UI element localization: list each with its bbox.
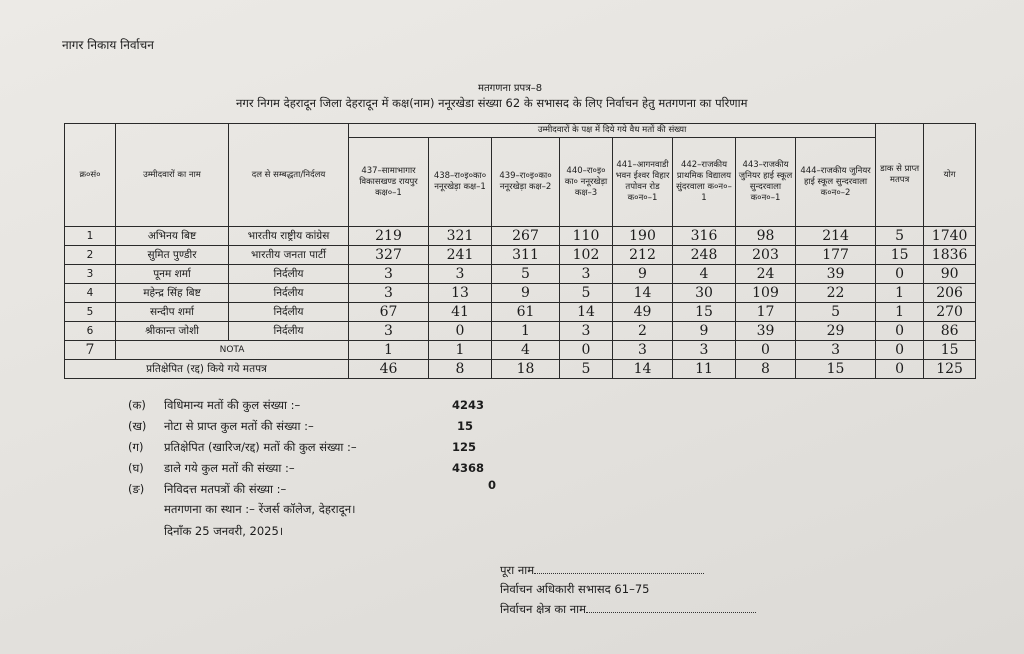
- vote-cell: 5: [492, 265, 560, 284]
- vote-cell: 15: [673, 303, 736, 322]
- vote-cell: 1: [429, 341, 492, 360]
- vote-cell: 241: [429, 246, 492, 265]
- summary-key: (ग): [128, 440, 144, 454]
- vote-cell: 9: [492, 284, 560, 303]
- vote-cell: 267: [492, 227, 560, 246]
- rejected-label-cell: प्रतिक्षेपित (रद्द) किये गये मतपत्र: [65, 360, 349, 379]
- vote-cell: 5: [560, 284, 613, 303]
- vote-cell: 18: [492, 360, 560, 379]
- table-row: [65, 284, 976, 303]
- header-booth: 440–रा०इ० का० ननूरखेड़ा कक्ष–3: [560, 138, 613, 227]
- vote-cell: 11: [673, 360, 736, 379]
- postal-cell: 0: [876, 341, 924, 360]
- vote-cell: 3: [560, 265, 613, 284]
- vote-cell: 1: [349, 341, 429, 360]
- summary-key: (ख): [128, 419, 147, 433]
- vote-cell: 177: [796, 246, 876, 265]
- vote-cell: 3: [560, 322, 613, 341]
- form-number: मतगणना प्रपत्र–8: [478, 83, 543, 94]
- summary-text: नोटा से प्राप्त कुल मतों की संख्या :–: [164, 419, 314, 433]
- candidate-name-cell: सन्दीप शर्मा: [116, 303, 229, 322]
- vote-cell: 0: [560, 341, 613, 360]
- serial-cell: 4: [65, 284, 116, 303]
- vote-cell: 190: [613, 227, 673, 246]
- summary-value: 4368: [452, 461, 485, 475]
- serial-cell: 2: [65, 246, 116, 265]
- full-name-blank: [534, 563, 704, 574]
- vote-cell: 3: [349, 322, 429, 341]
- vote-cell: 17: [736, 303, 796, 322]
- vote-cell: 3: [673, 341, 736, 360]
- summary-text: विधिमान्य मतों की कुल संख्या :–: [164, 398, 301, 412]
- vote-cell: 14: [613, 284, 673, 303]
- nota-label-cell: NOTA: [116, 341, 349, 360]
- results-table-body: [65, 227, 976, 379]
- summary-key: (क): [128, 398, 146, 412]
- total-cell: 1836: [924, 246, 976, 265]
- vote-cell: 327: [349, 246, 429, 265]
- table-row: [65, 303, 976, 322]
- total-cell: 90: [924, 265, 976, 284]
- vote-cell: 203: [736, 246, 796, 265]
- total-cell: 15: [924, 341, 976, 360]
- summary-value: 125: [452, 440, 477, 454]
- party-cell: भारतीय जनता पार्टी: [229, 246, 349, 265]
- full-name-label: पूरा नाम: [500, 563, 535, 577]
- table-row: [65, 322, 976, 341]
- header-party: दल से सम्बद्धता/निर्दलय: [229, 124, 349, 227]
- header-booth: 441–आगनवाडी भवन ईश्वर विहार तपोवन रोड क०न०–1: [613, 138, 673, 227]
- serial-cell: 3: [65, 265, 116, 284]
- vote-cell: 61: [492, 303, 560, 322]
- party-cell: भारतीय राष्ट्रीय कांग्रेस: [229, 227, 349, 246]
- rejected-row: [65, 360, 976, 379]
- postal-cell: 15: [876, 246, 924, 265]
- header-valid-votes-group: उम्मीदवारों के पक्ष में दिये गये वैध मतों की संख्या: [349, 124, 876, 138]
- summary-text: निविदत्त मतपत्रों की संख्या :–: [164, 482, 287, 496]
- vote-cell: 3: [613, 341, 673, 360]
- serial-cell: 6: [65, 322, 116, 341]
- signature-area: [500, 602, 756, 617]
- total-cell: 1740: [924, 227, 976, 246]
- returning-officer-label: निर्वाचन अधिकारी सभासद 61–75: [500, 582, 650, 596]
- vote-cell: 14: [613, 360, 673, 379]
- total-cell: 86: [924, 322, 976, 341]
- summary-text: डाले गये कुल मतों की संख्या :–: [164, 461, 295, 475]
- counting-place: मतगणना का स्थान :– रेंजर्स कॉलेज, देहरादून।: [164, 502, 356, 516]
- vote-cell: 212: [613, 246, 673, 265]
- candidate-name-cell: श्रीकान्त जोशी: [116, 322, 229, 341]
- total-cell: 270: [924, 303, 976, 322]
- vote-cell: 13: [429, 284, 492, 303]
- vote-cell: 41: [429, 303, 492, 322]
- vote-cell: 4: [492, 341, 560, 360]
- vote-cell: 219: [349, 227, 429, 246]
- vote-cell: 2: [613, 322, 673, 341]
- summary-value: 4243: [452, 398, 485, 412]
- total-cell: 125: [924, 360, 976, 379]
- summary-value: 0: [488, 478, 497, 492]
- vote-cell: 316: [673, 227, 736, 246]
- header-postal: डाक से प्राप्त मतपत्र: [876, 124, 924, 227]
- vote-cell: 214: [796, 227, 876, 246]
- vote-cell: 9: [673, 322, 736, 341]
- serial-cell: 5: [65, 303, 116, 322]
- vote-cell: 3: [349, 284, 429, 303]
- party-cell: निर्दलीय: [229, 322, 349, 341]
- vote-cell: 46: [349, 360, 429, 379]
- results-table: [64, 123, 976, 379]
- postal-cell: 5: [876, 227, 924, 246]
- party-cell: निर्दलीय: [229, 265, 349, 284]
- candidate-name-cell: महेन्द्र सिंह बिष्ट: [116, 284, 229, 303]
- summary-key: (ङ): [128, 482, 145, 496]
- header-total: योग: [924, 124, 976, 227]
- vote-cell: 3: [429, 265, 492, 284]
- vote-cell: 0: [429, 322, 492, 341]
- vote-cell: 22: [796, 284, 876, 303]
- header-candidate-name: उम्मीदवारों का नाम: [116, 124, 229, 227]
- header-booth: 443–राजकीय जुनियर हाई स्कूल सुन्दरवाला क०न०–1: [736, 138, 796, 227]
- vote-cell: 8: [429, 360, 492, 379]
- counting-date: दिनाँक 25 जनवरी, 2025।: [164, 524, 284, 538]
- header-booth: 442–राजकीय प्राथमिक विद्यालय सुंदरवाला क०न०–1: [673, 138, 736, 227]
- candidate-name-cell: पूनम शर्मा: [116, 265, 229, 284]
- vote-cell: 4: [673, 265, 736, 284]
- area-label: निर्वाचन क्षेत्र का नाम: [500, 602, 587, 616]
- vote-cell: 39: [796, 265, 876, 284]
- summary-value: 15: [457, 419, 474, 433]
- vote-cell: 1: [492, 322, 560, 341]
- vote-cell: 14: [560, 303, 613, 322]
- postal-cell: 0: [876, 322, 924, 341]
- vote-cell: 49: [613, 303, 673, 322]
- vote-cell: 9: [613, 265, 673, 284]
- table-row: [65, 227, 976, 246]
- table-row: [65, 246, 976, 265]
- total-cell: 206: [924, 284, 976, 303]
- candidate-name-cell: अभिनय बिष्ट: [116, 227, 229, 246]
- serial-cell: 7: [65, 341, 116, 360]
- vote-cell: 5: [796, 303, 876, 322]
- candidate-name-cell: सुमित पुण्डीर: [116, 246, 229, 265]
- postal-cell: 1: [876, 303, 924, 322]
- top-left-heading: नागर निकाय निर्वाचन: [62, 38, 154, 52]
- header-booth: 444–राजकीय जुनियर हाई स्कूल सुन्दरवाला क०न०–2: [796, 138, 876, 227]
- party-cell: निर्दलीय: [229, 303, 349, 322]
- vote-cell: 110: [560, 227, 613, 246]
- summary-text: प्रतिक्षेपित (खारिज/रद्द) मतों की कुल संख्या :–: [164, 440, 357, 454]
- vote-cell: 311: [492, 246, 560, 265]
- signature-full-name: [500, 563, 704, 578]
- vote-cell: 67: [349, 303, 429, 322]
- vote-cell: 29: [796, 322, 876, 341]
- vote-cell: 3: [796, 341, 876, 360]
- area-blank: [586, 602, 756, 613]
- vote-cell: 39: [736, 322, 796, 341]
- vote-cell: 109: [736, 284, 796, 303]
- header-booth: 439–रा०इ०का० ननूरखेड़ा कक्ष–2: [492, 138, 560, 227]
- vote-cell: 321: [429, 227, 492, 246]
- vote-cell: 15: [796, 360, 876, 379]
- summary-key: (घ): [128, 461, 144, 475]
- postal-cell: 1: [876, 284, 924, 303]
- vote-cell: 5: [560, 360, 613, 379]
- header-booth: 438–रा०इ०का० ननूरखेड़ा कक्ष–1: [429, 138, 492, 227]
- nota-row: [65, 341, 976, 360]
- serial-cell: 1: [65, 227, 116, 246]
- document-title: नगर निगम देहरादून जिला देहरादून में कक्ष(नाम) ननूरखेडा संख्या 62 के सभासद के लिए निर्वाचन हेतु मतगणना का परिणाम: [236, 96, 748, 110]
- header-serial: क्र०सं०: [65, 124, 116, 227]
- vote-cell: 98: [736, 227, 796, 246]
- postal-cell: 0: [876, 360, 924, 379]
- vote-cell: 24: [736, 265, 796, 284]
- vote-cell: 0: [736, 341, 796, 360]
- vote-cell: 102: [560, 246, 613, 265]
- vote-cell: 248: [673, 246, 736, 265]
- vote-cell: 8: [736, 360, 796, 379]
- vote-cell: 30: [673, 284, 736, 303]
- header-booth: 437–सामाभागार विकासखण्ड रायपुर कक्ष०–1: [349, 138, 429, 227]
- vote-cell: 3: [349, 265, 429, 284]
- table-row: [65, 265, 976, 284]
- party-cell: निर्दलीय: [229, 284, 349, 303]
- postal-cell: 0: [876, 265, 924, 284]
